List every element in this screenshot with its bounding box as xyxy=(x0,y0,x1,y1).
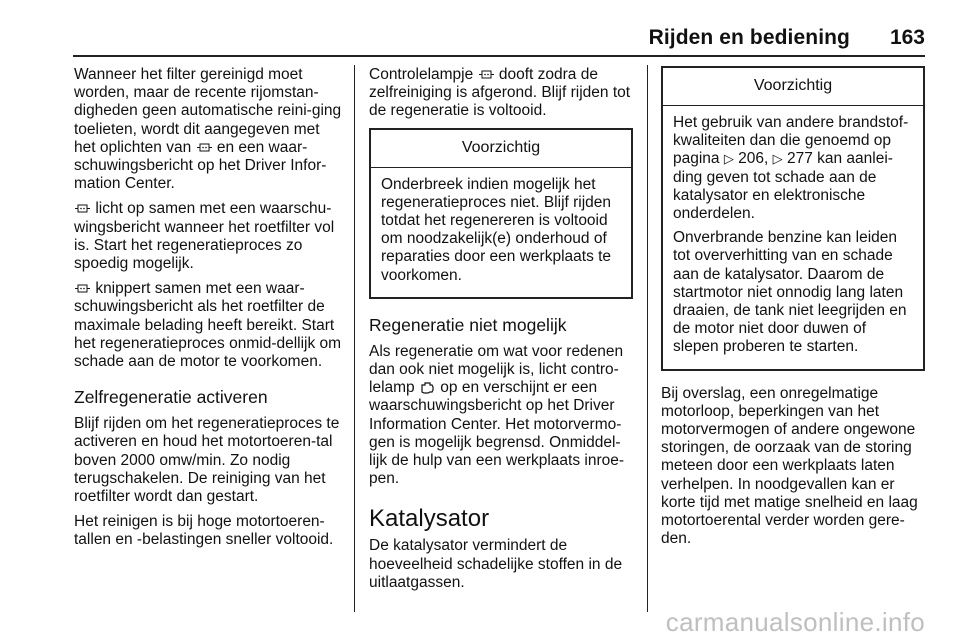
page-reference[interactable]: 206, xyxy=(738,150,769,168)
text: Het gebruik van andere brandstof-kwaliteiten dan die genoemd op pagina xyxy=(673,114,909,168)
section-title: Katalysator xyxy=(369,505,490,533)
header-rule xyxy=(73,55,925,57)
text: licht op samen met een waarschu-wingsbericht wanneer het roetfilter vol is. Start het regeneratieproces zo spoedig mogelijk. xyxy=(74,200,335,273)
caution-body xyxy=(663,106,923,369)
caution-text: Onverbrande benzine kan leiden tot oververhitting van en schade aan de katalysator. Daarom de startmotor niet onnodig lang laten draaien, de tank niet leegrijden en de motor niet door duwen of slepen proberen te starten. xyxy=(673,229,907,356)
section-heading: Regeneratie niet mogelijk xyxy=(369,314,567,335)
paragraph xyxy=(74,200,344,273)
paragraph xyxy=(74,280,344,371)
text: Controlelampje xyxy=(369,66,474,83)
page-number: 163 xyxy=(889,26,925,49)
page-reference[interactable]: 277 kan aanlei-ding geven tot schade aan de katalysator en elektronische onderdelen. xyxy=(673,150,893,223)
text: Wanneer het filter gereinigd moet worden, maar de recente rijomstan-digheden geen automatische reini-ging toelieten, wordt dit aangegeven met het oplichten van xyxy=(74,66,342,156)
text: en een waar-schuwingsbericht op het Driver Infor-mation Center. xyxy=(74,138,327,193)
paragraph xyxy=(369,343,633,489)
reference-arrow-icon: ▷ xyxy=(772,151,783,167)
paragraph: Het reinigen is bij hoge motortoeren-tallen en -belastingen sneller voltooid. xyxy=(74,513,334,549)
header-title: Rijden en bediening xyxy=(648,26,850,49)
column-3 xyxy=(661,66,925,555)
caution-box xyxy=(369,128,633,299)
paragraph: Blijf rijden om het regeneratieproces te activeren en houd het motortoeren-tal boven 2000 omw/min. Zo nodig terugschakelen. De reiniging van het roetfilter wordt dan gestart. xyxy=(74,415,340,506)
diesel-particulate-filter-icon xyxy=(75,282,90,295)
caution-text: Onderbreek indien mogelijk het regeneratieproces niet. Blijf rijden totdat het regenereren is voltooid om noodzakelijk(e) onderhoud of reparaties door een werkplaats te voorkomen. xyxy=(381,175,612,284)
column-2 xyxy=(369,66,633,599)
text: knippert samen met een waar-schuwingsbericht als het roetfilter de maximale belading heeft bereikt. Start het regeneratieproces onmid-dellijk om schade aan de motor te voorkomen. xyxy=(74,280,342,371)
caution-text xyxy=(673,114,915,223)
paragraph: De katalysator vermindert de hoeveelheid schadelijke stoffen in de uitlaatgassen. xyxy=(369,537,623,591)
column-1 xyxy=(74,66,344,557)
paragraph xyxy=(369,66,633,121)
diesel-particulate-filter-icon xyxy=(75,202,90,215)
section-heading: Zelfregeneratie activeren xyxy=(74,387,268,408)
diesel-particulate-filter-icon xyxy=(197,141,212,154)
caution-body xyxy=(371,168,631,297)
paragraph xyxy=(74,66,344,193)
column-divider-2 xyxy=(647,65,648,612)
caution-title: Voorzichtig xyxy=(371,130,631,168)
column-divider-1 xyxy=(354,65,355,612)
text: Als regeneratie om wat voor redenen dan ook niet mogelijk is, licht contro-lelamp xyxy=(369,342,624,397)
check-engine-icon xyxy=(420,381,435,394)
text: dooft zodra de zelfreiniging is afgerond. Blijf rijden tot de regeneratie is voltooid. xyxy=(369,66,631,120)
caution-box xyxy=(661,66,925,371)
text: op en verschijnt er een waarschuwingsbericht op het Driver Information Center. Het motorvermo-gen is mogelijk begrensd. Onmiddel-lijk de hulp van een werkplaats inroe-pen. xyxy=(369,379,625,488)
reference-arrow-icon: ▷ xyxy=(723,151,734,167)
caution-title: Voorzichtig xyxy=(663,68,923,106)
watermark: carmanualsonline.info xyxy=(665,607,925,637)
diesel-particulate-filter-icon xyxy=(479,68,494,81)
paragraph: Bij overslag, een onregelmatige motorloop, beperkingen van het motorvermogen of andere ongewone storingen, de oorzaak van de storing meteen door een werkplaats laten verhelpen. In noodgevallen kan er korte tijd met matige snelheid en laag motortoerental verder worden gere-den. xyxy=(661,384,918,548)
